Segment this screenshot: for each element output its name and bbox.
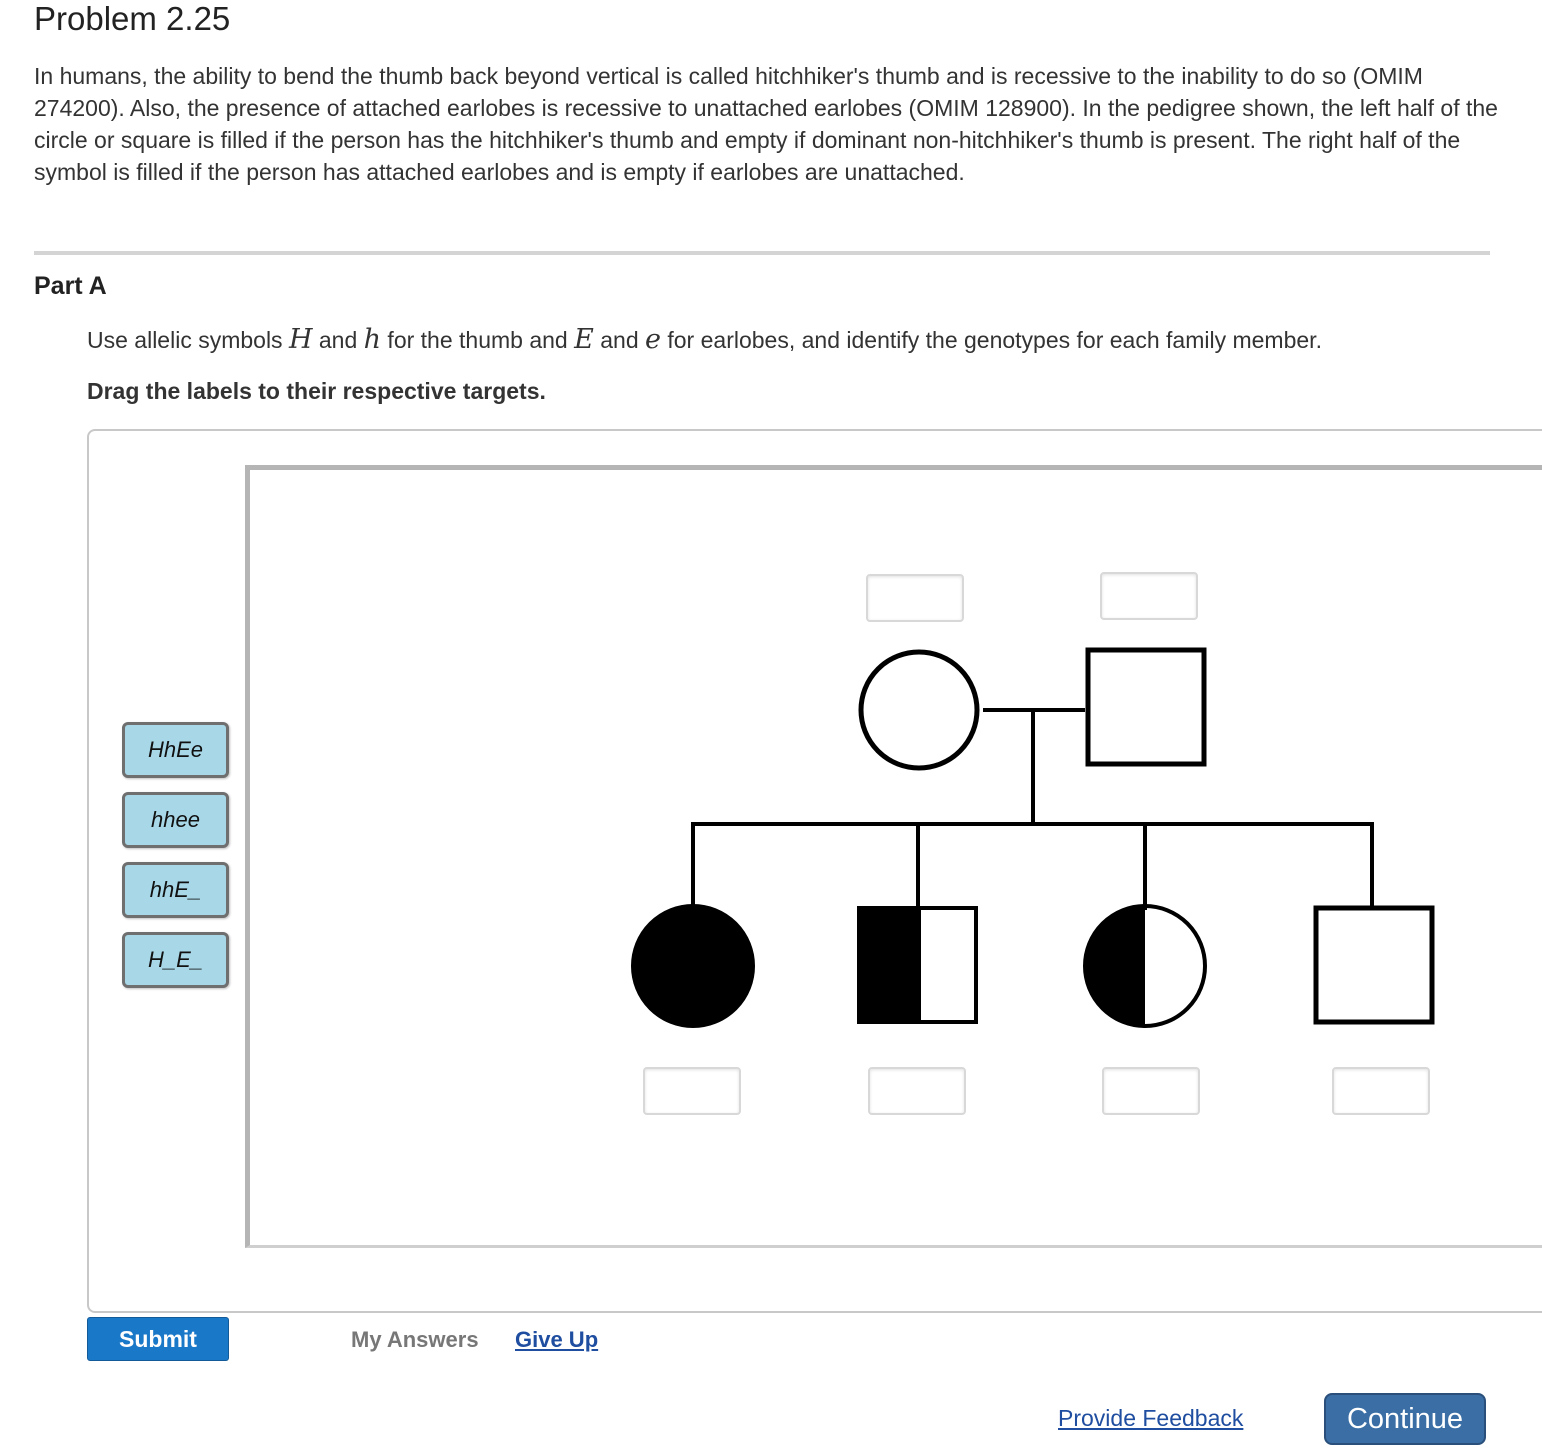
son-1-left-half	[859, 908, 921, 1022]
son-2-symbol	[1316, 908, 1432, 1022]
symbol-e: e	[645, 324, 661, 355]
symbol-H: H	[288, 324, 313, 355]
section-divider	[34, 251, 1490, 255]
provide-feedback-link[interactable]: Provide Feedback	[1058, 1405, 1244, 1431]
father-symbol	[1088, 650, 1204, 764]
part-prompt: Use allelic symbols H and h for the thumb and E and e for earlobes, and identify the genotypes for each family member.	[87, 324, 1322, 355]
drag-label-hhE_[interactable]: hhE_	[122, 862, 229, 918]
drop-target-mother[interactable]	[866, 574, 964, 622]
drop-target-daughter-2[interactable]	[1102, 1067, 1200, 1115]
daughter-2-left-half	[1085, 906, 1145, 1026]
son-1-symbol	[859, 908, 976, 1022]
drop-target-father[interactable]	[1100, 572, 1198, 620]
problem-title: Problem 2.25	[34, 0, 231, 37]
submit-button[interactable]: Submit	[87, 1317, 229, 1361]
drag-label-HhEe[interactable]: HhEe	[122, 722, 229, 778]
continue-button[interactable]: Continue	[1324, 1393, 1486, 1445]
drag-label-H_E_[interactable]: H_E_	[122, 932, 229, 988]
daughter-2-symbol	[1085, 906, 1205, 1026]
give-up-link[interactable]: Give Up	[515, 1327, 599, 1352]
symbol-E: E	[574, 324, 594, 355]
symbol-h: h	[363, 324, 382, 355]
drop-target-son-1[interactable]	[868, 1067, 966, 1115]
problem-intro: In humans, the ability to bend the thumb back beyond vertical is called hitchhiker's thumb and is recessive to the inability to do so (OMIM 274200). Also, the presence of attached earlobes is recessive to unattached earlobes (OMIM 128900). In the pedigree shown, the left half of the circle or square is filled if the person has the hitchhiker's thumb and empty if dominant non-hitchhiker's thumb is present. The right half of the symbol is filled if the person has attached earlobes and is empty if earlobes are unattached.	[34, 63, 1498, 185]
drag-label-hhee[interactable]: hhee	[122, 792, 229, 848]
drop-target-son-2[interactable]	[1332, 1067, 1430, 1115]
drop-target-daughter-1[interactable]	[643, 1067, 741, 1115]
my-answers-label: My Answers	[351, 1327, 479, 1352]
mother-symbol	[861, 652, 977, 768]
pedigree-figure	[245, 465, 1542, 1248]
daughter-1-symbol	[633, 906, 753, 1026]
drag-instruction: Drag the labels to their respective targets.	[87, 378, 546, 404]
part-title: Part A	[34, 272, 107, 300]
